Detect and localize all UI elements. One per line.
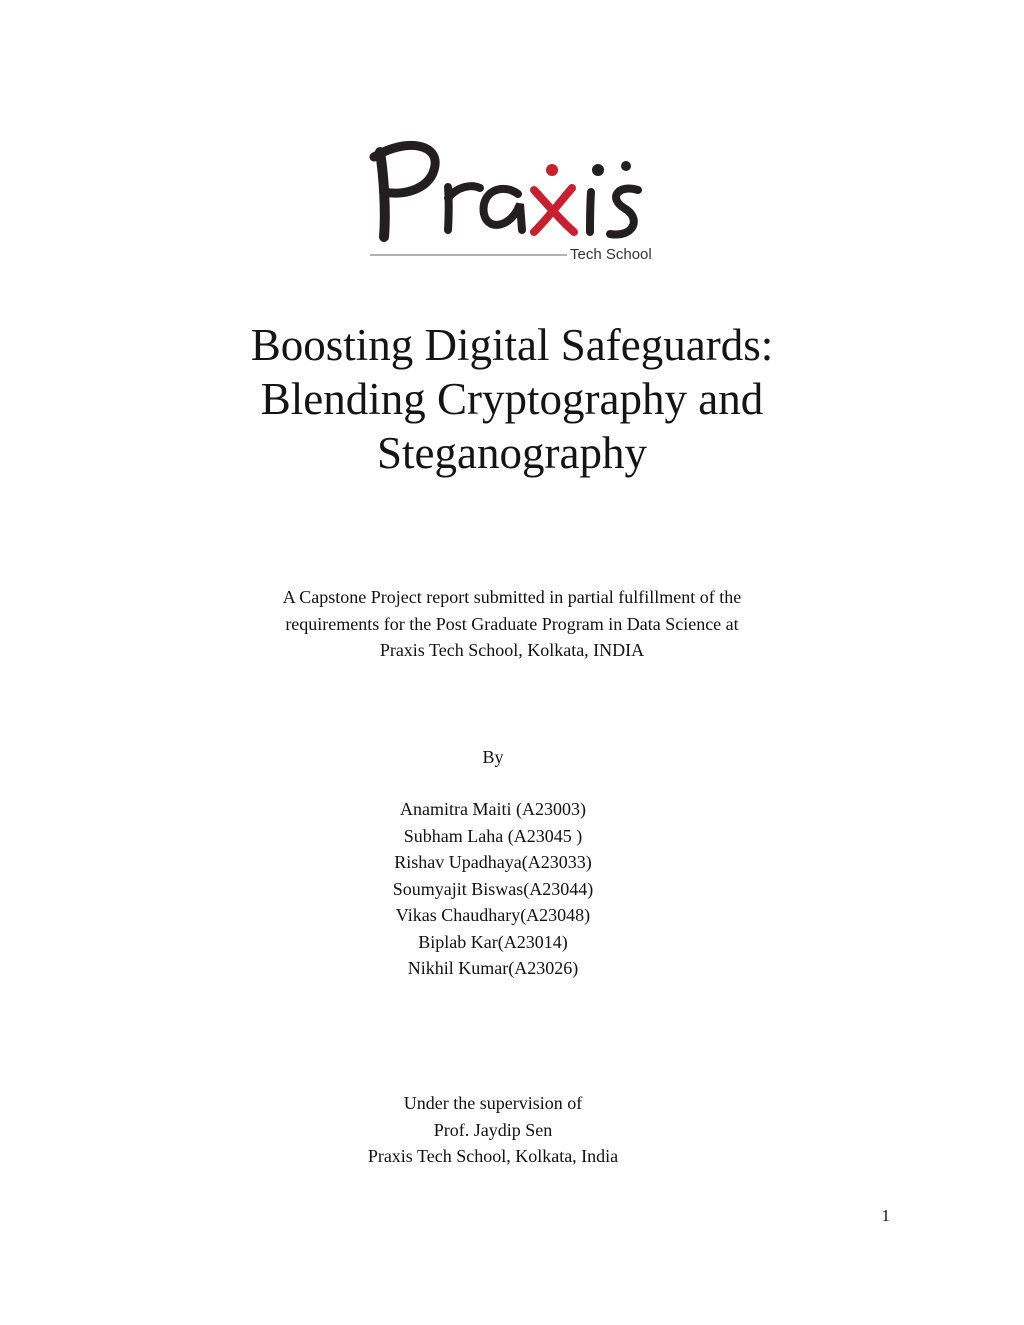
author-item: Biplab Kar(A23014) xyxy=(418,931,568,952)
praxis-logo xyxy=(362,132,662,267)
title-line-1: Boosting Digital Safeguards: xyxy=(250,320,774,370)
supervisor-name: Prof. Jaydip Sen xyxy=(433,1119,553,1140)
author-item: Rishav Upadhaya(A23033) xyxy=(394,852,592,872)
author-item: Soumyajit Biswas(A23044) xyxy=(392,878,594,899)
author-item: Subham Laha (A23045 ) xyxy=(403,825,583,846)
description-line-3: Praxis Tech School, Kolkata, INDIA xyxy=(379,640,645,660)
description-line-2: requirements for the Post Graduate Program in Data Science at xyxy=(285,613,739,634)
title-line-3: Steganography xyxy=(377,428,647,478)
supervisor-institution: Praxis Tech School, Kolkata, India xyxy=(367,1146,619,1166)
page-number: 1 xyxy=(881,1206,890,1225)
document-title xyxy=(0,318,1024,480)
author-list xyxy=(0,796,986,982)
title-line-2: Blending Cryptography and xyxy=(260,374,764,424)
description-line-1: A Capstone Project report submitted in partial fulfillment of the xyxy=(282,587,742,607)
logo-tagline: Tech School xyxy=(570,246,652,263)
supervision-block xyxy=(0,1090,986,1170)
praxis-logo-graphic xyxy=(362,132,662,267)
author-item: Anamitra Maiti (A23003) xyxy=(400,799,586,819)
supervision-label: Under the supervision of xyxy=(403,1093,583,1113)
author-item: Nikhil Kumar(A23026) xyxy=(407,958,579,978)
by-label: By xyxy=(482,747,504,767)
author-item: Vikas Chaudhary(A23048) xyxy=(395,905,591,925)
report-description xyxy=(0,584,1024,664)
